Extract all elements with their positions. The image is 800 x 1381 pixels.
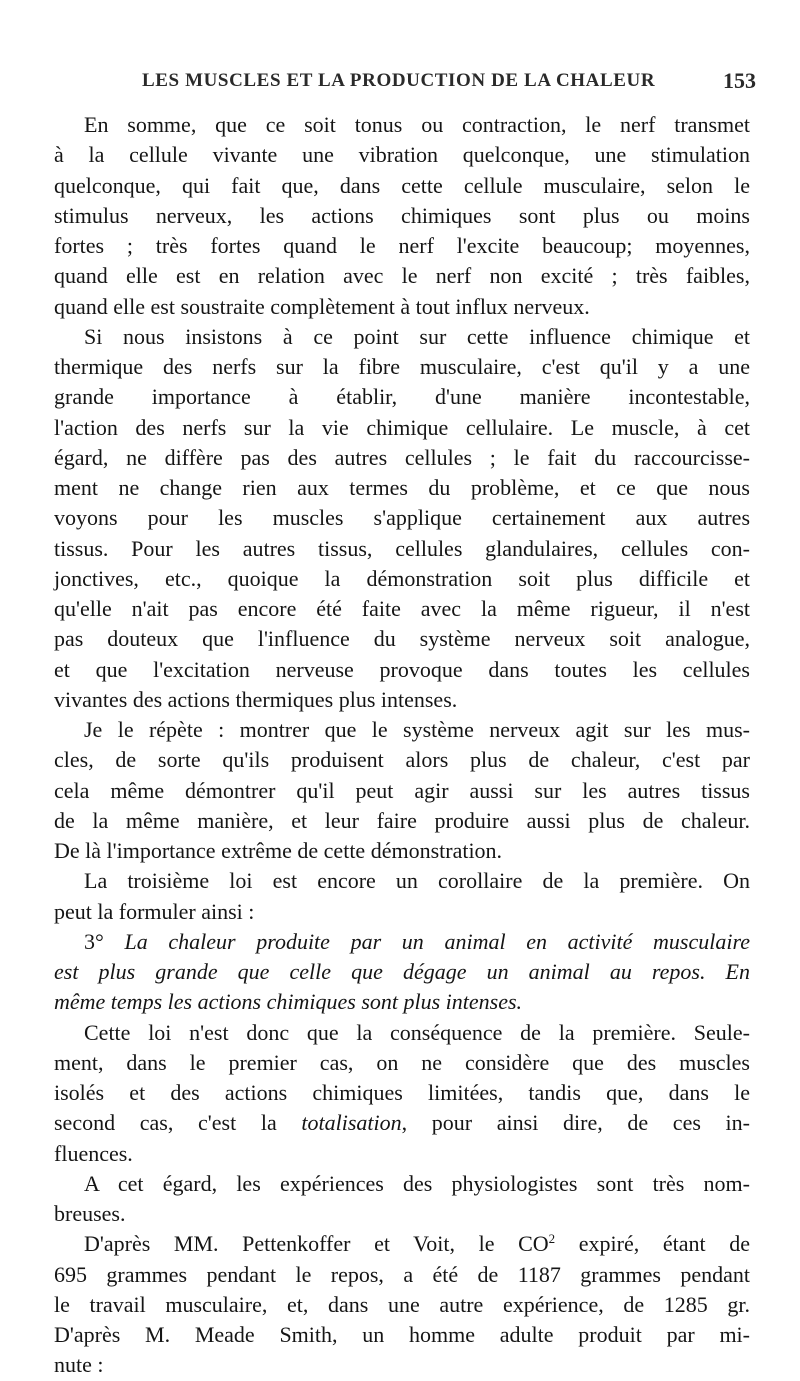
text-run: égard, ne diffère pas des autres cellules ; le fait du raccourcisse- bbox=[54, 444, 750, 470]
text-line bbox=[54, 715, 750, 745]
text-line bbox=[54, 413, 750, 443]
italic-text: totalisation bbox=[301, 1110, 402, 1136]
body-text bbox=[54, 110, 750, 1381]
text-run: peut la formuler ainsi : bbox=[54, 898, 255, 924]
text-run: cles, de sorte qu'ils produisent alors plus de chaleur, c'est par bbox=[54, 747, 750, 773]
text-line bbox=[54, 534, 750, 564]
text-line bbox=[54, 231, 750, 261]
text-run: D'après MM. Pettenkoffer et Voit, le CO bbox=[84, 1231, 549, 1257]
text-run: 3° bbox=[84, 928, 125, 954]
text-run: Cette loi n'est donc que la conséquence de la première. Seule- bbox=[84, 1019, 750, 1045]
text-run: quand elle est soustraite complètement à tout influx nerveux. bbox=[54, 293, 590, 319]
text-run: breuses. bbox=[54, 1201, 126, 1226]
text-line bbox=[54, 987, 750, 1017]
italic-text: est plus grande que celle que dégage un animal au repos. En bbox=[54, 959, 750, 984]
text-run: thermique des nerfs sur la fibre musculaire, c'est qu'il y a une bbox=[54, 354, 750, 379]
text-line bbox=[54, 443, 750, 473]
text-line bbox=[54, 1290, 750, 1320]
text-line bbox=[54, 352, 750, 382]
text-line bbox=[54, 685, 750, 715]
text-line bbox=[54, 201, 750, 231]
text-run: En somme, que ce soit tonus ou contraction, le nerf transmet bbox=[84, 112, 750, 137]
running-title: LES MUSCLES ET LA PRODUCTION DE LA CHALEUR bbox=[142, 70, 656, 91]
text-run: A cet égard, les expériences des physiologistes sont très nom- bbox=[84, 1170, 750, 1196]
text-run: qu'elle n'ait pas encore été faite avec la même rigueur, il n'est bbox=[54, 596, 750, 621]
text-run: jonctives, etc., quoique la démonstration soit plus difficile et bbox=[54, 565, 750, 591]
text-run: expiré, étant de bbox=[555, 1231, 750, 1257]
text-line bbox=[54, 1320, 750, 1350]
text-line bbox=[54, 836, 750, 866]
text-run: second cas, c'est la bbox=[54, 1110, 302, 1136]
text-run: grande importance à établir, d'une manière incontestable, bbox=[54, 384, 750, 410]
text-run: 695 grammes pendant le repos, a été de 1187 grammes pendant bbox=[54, 1261, 750, 1287]
text-line bbox=[54, 1199, 750, 1229]
text-line bbox=[54, 171, 750, 201]
text-run: isolés et des actions chimiques limitées, tandis que, dans le bbox=[54, 1080, 750, 1105]
text-line bbox=[54, 655, 750, 685]
text-line bbox=[54, 745, 750, 775]
text-run: nute : bbox=[54, 1352, 104, 1378]
text-line bbox=[54, 140, 750, 170]
text-line bbox=[54, 624, 750, 654]
text-line bbox=[54, 1108, 750, 1138]
text-line bbox=[54, 564, 750, 594]
text-run: et que l'excitation nerveuse provoque dans toutes les cellules bbox=[54, 656, 750, 682]
text-line bbox=[54, 1078, 750, 1108]
text-line bbox=[54, 897, 750, 927]
text-run: de la même manière, et leur faire produire aussi plus de chaleur. bbox=[54, 807, 750, 833]
page-number: 153 bbox=[723, 68, 756, 93]
text-line bbox=[54, 292, 750, 322]
text-line bbox=[54, 866, 750, 896]
text-line bbox=[54, 322, 750, 352]
text-run: cela même démontrer qu'il peut agir aussi sur les autres tissus bbox=[54, 777, 750, 803]
text-line bbox=[54, 806, 750, 836]
text-line bbox=[54, 1169, 750, 1199]
text-run: D'après M. Meade Smith, un homme adulte produit par mi- bbox=[54, 1322, 750, 1347]
text-line bbox=[54, 503, 750, 533]
text-run: l'action des nerfs sur la vie chimique cellulaire. Le muscle, à cet bbox=[54, 414, 750, 440]
italic-text: La chaleur produite par un animal en activité musculaire bbox=[124, 928, 750, 954]
text-line bbox=[54, 473, 750, 503]
text-line bbox=[54, 382, 750, 412]
text-line bbox=[54, 110, 750, 140]
text-line bbox=[54, 776, 750, 806]
text-run: ment, dans le premier cas, on ne considère que des muscles bbox=[54, 1049, 750, 1075]
text-line bbox=[54, 1229, 750, 1259]
text-line bbox=[54, 261, 750, 291]
text-line bbox=[54, 1139, 750, 1169]
text-run: pas douteux que l'influence du système nerveux soit analogue, bbox=[54, 626, 750, 652]
text-line bbox=[54, 1018, 750, 1048]
text-run: , pour ainsi dire, de ces in- bbox=[401, 1110, 750, 1136]
text-run: tissus. Pour les autres tissus, cellules glandulaires, cellules con- bbox=[54, 535, 750, 561]
text-run: à la cellule vivante une vibration quelconque, une stimulation bbox=[54, 142, 750, 168]
text-run: vivantes des actions thermiques plus intenses. bbox=[54, 686, 458, 712]
text-line bbox=[54, 1260, 750, 1290]
superscript: 2 bbox=[548, 1231, 556, 1247]
text-run: quelconque, qui fait que, dans cette cellule musculaire, selon le bbox=[54, 172, 750, 198]
text-run: Je le répète : montrer que le système nerveux agit sur les mus- bbox=[84, 717, 750, 742]
text-line bbox=[54, 927, 750, 957]
text-line bbox=[54, 1048, 750, 1078]
text-run: Si nous insistons à ce point sur cette influence chimique et bbox=[84, 323, 750, 349]
running-head bbox=[112, 70, 756, 100]
text-line bbox=[54, 957, 750, 987]
text-run: le travail musculaire, et, dans une autre expérience, de 1285 gr. bbox=[54, 1291, 750, 1317]
text-run: ment ne change rien aux termes du problème, et ce que nous bbox=[54, 475, 750, 500]
text-run: stimulus nerveux, les actions chimiques sont plus ou moins bbox=[54, 202, 750, 228]
text-run: voyons pour les muscles s'applique certainement aux autres bbox=[54, 505, 750, 531]
italic-text: même temps les actions chimiques sont plus intenses. bbox=[54, 989, 523, 1015]
text-line bbox=[54, 594, 750, 624]
text-run: quand elle est en relation avec le nerf non excité ; très faibles, bbox=[54, 263, 750, 289]
text-run: De là l'importance extrême de cette démonstration. bbox=[54, 838, 503, 863]
text-run: La troisième loi est encore un corollaire de la première. On bbox=[84, 868, 750, 894]
text-line bbox=[54, 1350, 750, 1380]
text-run: fluences. bbox=[54, 1140, 133, 1166]
text-run: fortes ; très fortes quand le nerf l'excite beaucoup; moyennes, bbox=[54, 233, 750, 258]
